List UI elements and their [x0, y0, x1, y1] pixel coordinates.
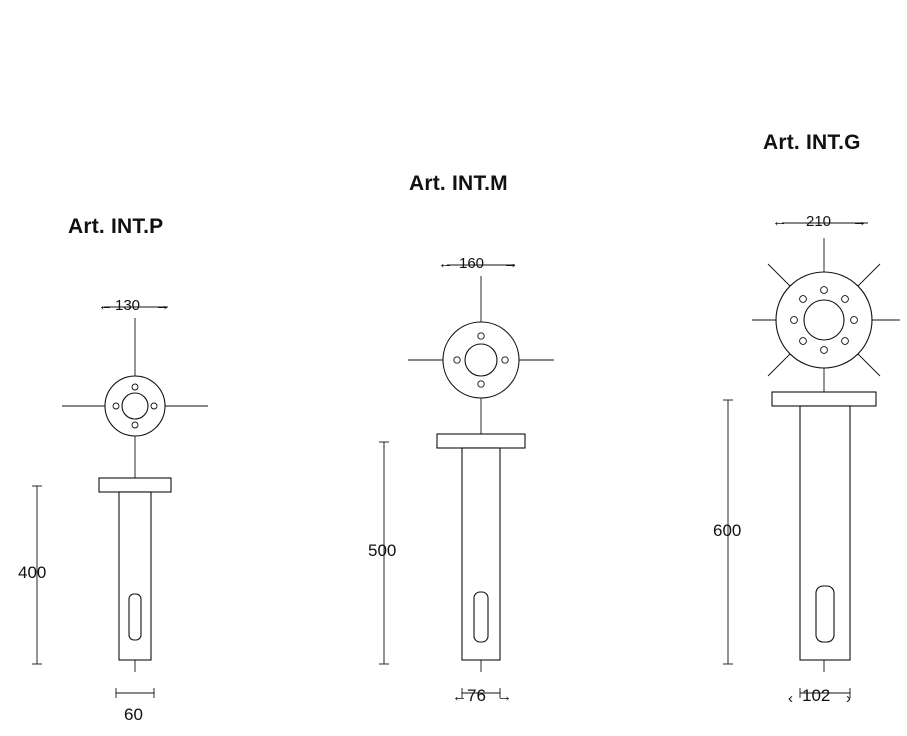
item-title-int-p: Art. INT.P [68, 215, 164, 238]
arrow-left-icon-1: ← [98, 297, 113, 314]
arrow-left-icon-2: ← [438, 255, 453, 272]
base-label-int-p: 60 [124, 705, 143, 724]
height-label-int-g: 600 [713, 521, 742, 540]
base-label-int-m: 76 [467, 686, 486, 705]
arrow-right-icon-1: → [155, 297, 170, 314]
arrow-left-icon-3: ← [772, 213, 787, 230]
arrow-left-icon-3b: ‹ [788, 690, 793, 707]
item-2-geometry [379, 265, 554, 698]
base-label-int-g: 102 [802, 686, 831, 705]
height-label-int-p: 400 [18, 563, 47, 582]
arrow-right-icon-2b: → [497, 688, 512, 705]
arrow-left-icon-2b: ← [452, 688, 467, 705]
item-1-geometry [32, 307, 208, 698]
item-title-int-g: Art. INT.G [763, 131, 861, 154]
arrow-right-icon-2: → [503, 255, 518, 272]
width-label-int-g: 210 [806, 213, 832, 230]
width-label-int-m: 160 [459, 255, 485, 272]
item-3-geometry [723, 223, 900, 698]
item-title-int-m: Art. INT.M [409, 172, 508, 195]
arrow-right-icon-3: → [852, 213, 867, 230]
width-label-int-p: 130 [115, 297, 141, 314]
arrow-right-icon-3b: › [846, 690, 851, 707]
height-label-int-m: 500 [368, 541, 397, 560]
